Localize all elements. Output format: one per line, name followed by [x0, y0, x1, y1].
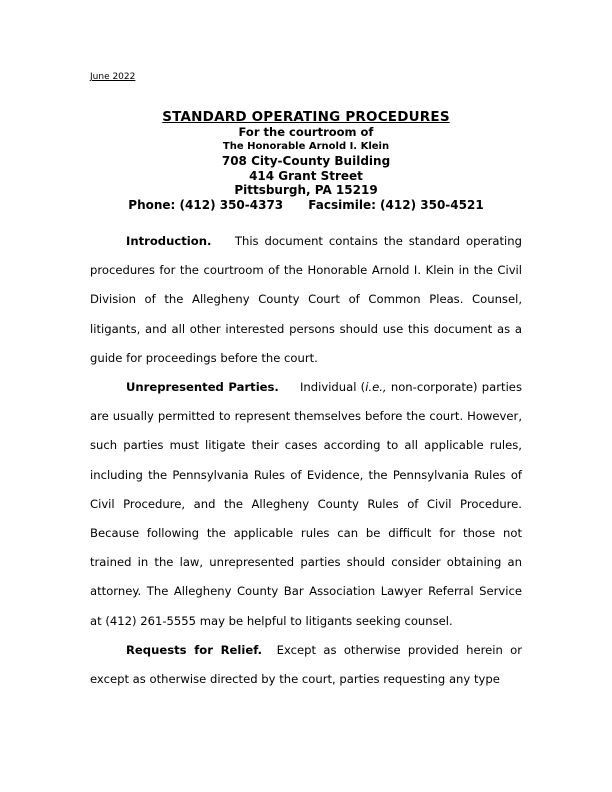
header-for-courtroom: For the courtroom of	[238, 125, 374, 139]
section-heading: Unrepresented Parties.	[126, 380, 279, 395]
section-heading: Introduction.	[126, 234, 212, 248]
header-building: 708 City-County Building	[221, 154, 391, 168]
document-title: STANDARD OPERATING PROCEDURES	[162, 109, 450, 125]
section-unrepresented-parties	[90, 373, 522, 636]
section-text-part: non-corporate) parties are usually permitted to represent themselves before the court. However, such parties must litigate their cases according to all applicable rules, including the Pennsylvania Rules of Evidence, the Pennsylvania Rules of Civil Procedure, and the Allegheny County Rules of Civil Procedure. Because following the applicable rules can be difficult for those not trained in the law, unrepresented parties should consider obtaining an attorney. The Allegheny County Bar Association Lawyer Referral Service at (412) 261-5555 may be helpful to litigants seeking counsel.	[90, 380, 522, 628]
section-text: Except as otherwise provided herein or except as otherwise directed by the court, parties requesting any type	[90, 642, 523, 687]
header-street: 414 Grant Street	[249, 168, 363, 183]
document-header	[0, 108, 612, 212]
header-judge-name: The Honorable Arnold I. Klein	[222, 141, 390, 152]
section-requests-for-relief	[90, 636, 522, 694]
document-date: June 2022	[90, 72, 136, 82]
section-heading: Requests for Relief.	[126, 642, 263, 657]
header-city: Pittsburgh, PA 15219	[234, 183, 378, 197]
section-text-italic: i.e.,	[365, 380, 387, 395]
header-contact-line	[0, 198, 612, 212]
section-text-part: Individual (	[299, 380, 366, 395]
document-body	[90, 227, 522, 694]
section-text: This document contains the standard operating procedures for the courtroom of the Honorable Arnold I. Klein in the Civil Division of the Allegheny County Court of Common Pleas. Counsel, litigants, and all other interested persons should use this document as a guide for proceedings before the court.	[90, 234, 522, 365]
header-fax: Facsimile: (412) 350-4521	[308, 197, 484, 212]
section-introduction	[90, 227, 522, 373]
header-phone: Phone: (412) 350-4373	[128, 197, 284, 212]
